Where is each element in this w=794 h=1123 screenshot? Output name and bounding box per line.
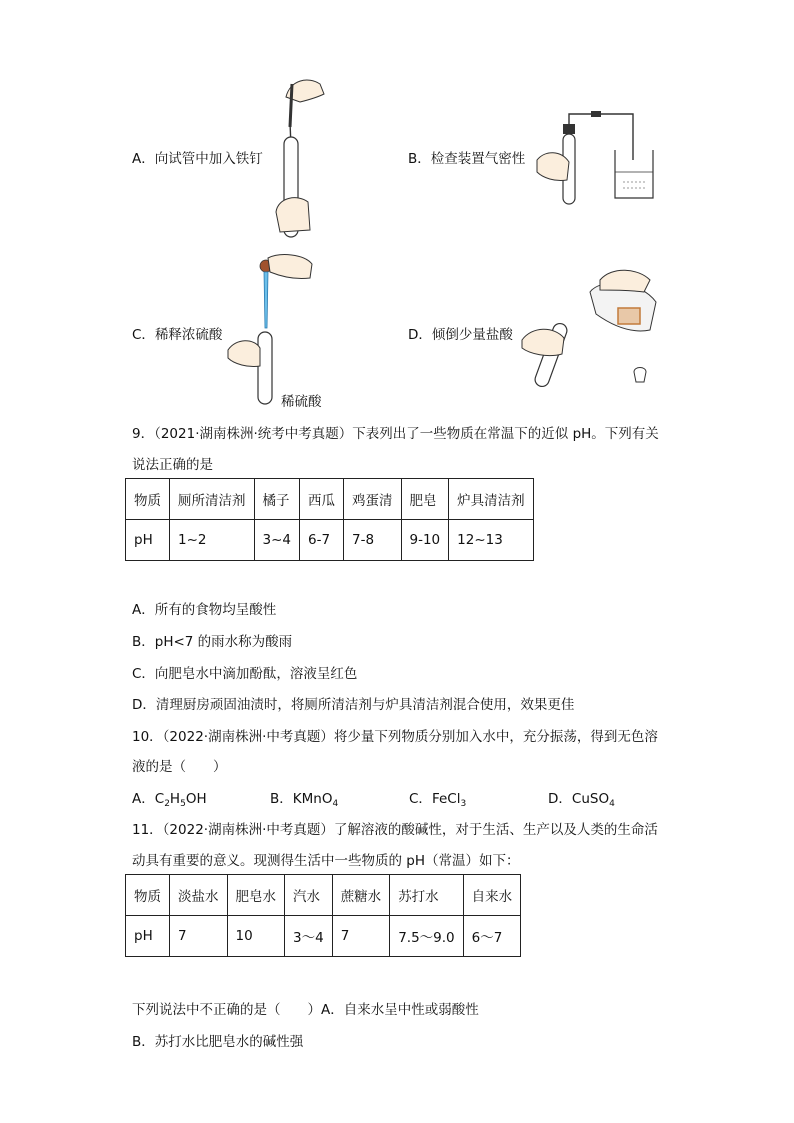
option-text: 检查装置气密性 [430, 151, 526, 167]
table-row [126, 520, 534, 561]
q10-option-d [548, 787, 615, 807]
figure-option-a [132, 147, 263, 167]
table-cell: 12~13 [449, 520, 534, 561]
subscript: 3 [460, 799, 467, 809]
formula: FeCl [431, 791, 461, 807]
table-cell: 7 [332, 916, 390, 957]
table-cell: 10 [227, 916, 285, 957]
table-cell: 物质 [126, 875, 170, 916]
table-cell: 肥皂 [401, 479, 449, 520]
figure-option-c [132, 323, 222, 343]
table-cell: 7 [170, 916, 228, 957]
dilute-acid-label: 稀硫酸 [281, 394, 322, 410]
option-text: 向试管中加入铁钉 [154, 151, 263, 167]
table-cell: 1~2 [170, 520, 255, 561]
q9-option-b: B．pH<7 的雨水称为酸雨 [132, 634, 293, 650]
q9-stem-line1: 9．（2021·湖南株洲·统考中考真题）下表列出了一些物质在常温下的近似 pH。下列有关 [132, 426, 659, 442]
subscript: 5 [180, 799, 186, 809]
figure-option-d [408, 323, 513, 343]
option-letter: C． [132, 327, 155, 343]
option-letter: D． [408, 327, 432, 343]
option-letter: C． [409, 791, 432, 807]
option-text: 稀释浓硫酸 [154, 327, 223, 343]
table-cell: 苏打水 [390, 875, 463, 916]
table-cell: 炉具清洁剂 [449, 479, 534, 520]
q9-ph-table [125, 478, 534, 561]
table-cell: 橘子 [254, 479, 300, 520]
figure-option-b [408, 147, 525, 167]
q11-stem-line1: 11．（2022·湖南株洲·中考真题）了解溶液的酸碱性，对于生活、生产以及人类的生命活 [132, 822, 658, 838]
subscript: 4 [609, 799, 615, 809]
table-cell: 西瓜 [300, 479, 344, 520]
formula: OH [185, 791, 207, 807]
q10-option-a [132, 787, 207, 807]
table-cell: 物质 [126, 479, 170, 520]
formula: H [169, 791, 181, 807]
option-letter: B． [408, 151, 431, 167]
formula: KMnO [292, 791, 333, 807]
table-cell: pH [126, 520, 170, 561]
table-cell: pH [126, 916, 170, 957]
option-letter: A． [132, 791, 155, 807]
table-cell: 6-7 [300, 520, 344, 561]
subscript: 4 [332, 799, 339, 809]
table-row [126, 916, 521, 957]
table-cell: 3～4 [285, 916, 333, 957]
table-cell: 淡盐水 [170, 875, 228, 916]
table-cell: 自来水 [463, 875, 521, 916]
dilution-illustration [224, 250, 314, 410]
table-cell: 肥皂水 [227, 875, 285, 916]
q11-option-b: B．苏打水比肥皂水的碱性强 [132, 1034, 304, 1050]
formula: CuSO [571, 791, 610, 807]
table-cell: 鸡蛋清 [344, 479, 402, 520]
q10-stem-line2: 液的是（ ） [132, 759, 227, 775]
table-row [126, 875, 521, 916]
q10-option-b [270, 787, 338, 807]
q9-stem-line2: 说法正确的是 [132, 457, 213, 473]
option-text: 倾倒少量盐酸 [431, 327, 513, 343]
table-row [126, 479, 534, 520]
q9-option-a: A．所有的食物均呈酸性 [132, 602, 277, 618]
q10-option-c [409, 787, 466, 807]
table-cell: 7.5～9.0 [390, 916, 463, 957]
table-cell: 7-8 [344, 520, 402, 561]
option-letter: A． [132, 151, 155, 167]
table-cell: 9-10 [401, 520, 449, 561]
option-letter: B． [270, 791, 293, 807]
q11-stem-line2: 动具有重要的意义。现测得生活中一些物质的 pH（常温）如下： [132, 853, 520, 869]
pouring-illustration [520, 262, 660, 392]
formula: C [154, 791, 165, 807]
table-cell: 蔗糖水 [332, 875, 390, 916]
test-tube-nail-illustration [268, 72, 328, 237]
q9-option-d: D．清理厨房顽固油渍时，将厕所清洁剂与炉具清洁剂混合使用，效果更佳 [132, 697, 575, 713]
option-letter: D． [548, 791, 572, 807]
q9-option-c: C．向肥皂水中滴加酚酞，溶液呈红色 [132, 666, 358, 682]
q11-after-line: 下列说法中不正确的是（ ）A．自来水呈中性或弱酸性 [132, 1002, 479, 1018]
table-cell: 汽水 [285, 875, 333, 916]
table-cell: 厕所清洁剂 [170, 479, 255, 520]
subscript: 2 [164, 799, 170, 809]
table-cell: 6～7 [463, 916, 521, 957]
airtightness-check-illustration [535, 110, 665, 210]
q10-stem-line1: 10．（2022·湖南株洲·中考真题）将少量下列物质分别加入水中，充分振荡，得到无色溶 [132, 729, 658, 745]
q11-ph-table [125, 874, 521, 957]
table-cell: 3~4 [254, 520, 300, 561]
